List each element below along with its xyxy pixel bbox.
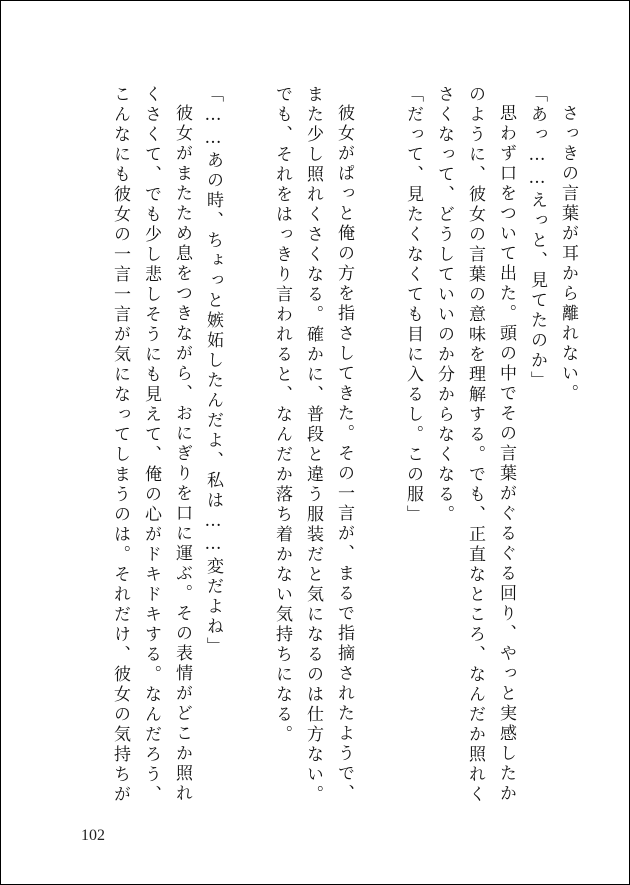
text-line-2: 「あっ……えっと、見てたのか」 bbox=[527, 85, 547, 391]
text-line-10: 「……あの時、ちょっと嫉妬したんだよ、私は……変だよね」 bbox=[203, 85, 223, 657]
text-line-4: のように、彼女の言葉の意味を理解する。でも、正直なところ、なんだか照れく bbox=[465, 85, 485, 805]
text-line-9: でも、それをはっきり言われると、なんだか落ち着かない気持ちになる。 bbox=[272, 85, 292, 745]
text-line-6: 「だって、見たくなくても目に入るし。この服」 bbox=[403, 85, 423, 525]
text-line-11: 彼女がまたため息をつきながら、おにぎりを口に運ぶ。その表情がどこか照れ bbox=[172, 104, 192, 804]
text-line-7: 彼女がぱっと俺の方を指さしてきた。その一言が、まるで指摘されたようで、 bbox=[334, 104, 354, 804]
text-line-13: こんなにも彼女の一言一言が気になってしまうのは。それだけ、彼女の気持ちが bbox=[110, 85, 130, 805]
vertical-text-body bbox=[100, 85, 579, 805]
page-number: 102 bbox=[81, 827, 105, 844]
text-line-8: また少し照れくさくなる。確かに、普段と違う服装だと気になるのは仕方ない。 bbox=[303, 85, 323, 805]
text-line-5: さくなって、どうしていいのか分からなくなる。 bbox=[434, 85, 454, 525]
text-line-3: 思わず口をついて出た。頭の中でその言葉がぐるぐる回り、やっと実感したか bbox=[496, 104, 516, 804]
text-line-1: さっきの言葉が耳から離れない。 bbox=[558, 104, 578, 404]
text-line-12: くさくて、でも少し悲しそうにも見えて、俺の心がドキドキする。なんだろう、 bbox=[141, 85, 161, 805]
